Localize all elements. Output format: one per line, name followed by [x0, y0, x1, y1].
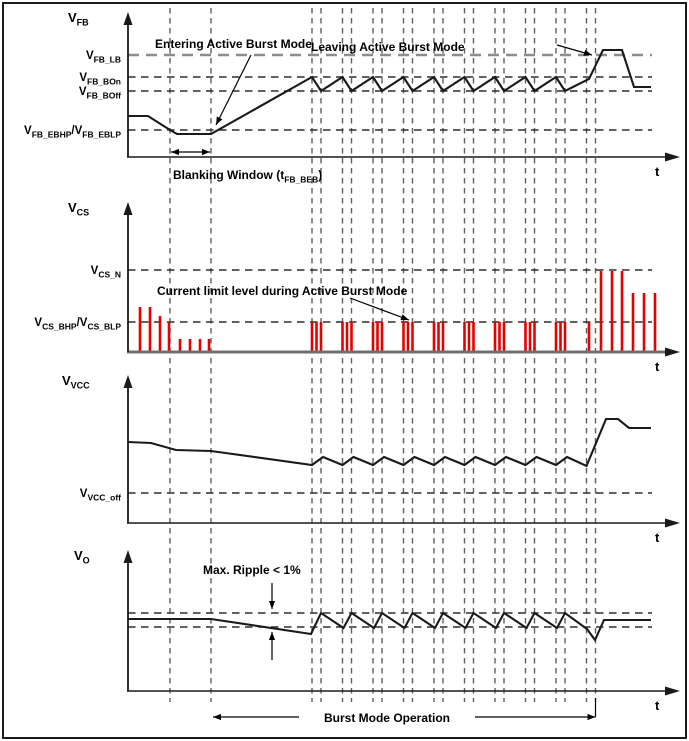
vfb-lb-level-label: $V_{FB\_LB}$ — [85, 50, 121, 65]
vcs-t-label: t — [655, 359, 660, 374]
vvcc-off-level-label: $V_{VCC\_off}$ — [79, 488, 121, 503]
annotation-max-ripple: Max. Ripple < 1% — [203, 563, 301, 577]
vfb-ebhp-eblp-level-label: $V_{FB\_EBHP}/V_{FB\_EBLP}$ — [24, 125, 121, 140]
annotation-current-limit: Current limit level during Active Burst Mode — [157, 284, 408, 298]
annotation-blanking-window: Blanking Window $(t_{FB\_BEB})$ — [173, 168, 323, 185]
vvcc-axis-label: $V_{VCC}$ — [62, 373, 90, 391]
vcs-axis-label: $V_{CS}$ — [68, 200, 90, 218]
vo-t-label: t — [655, 698, 660, 713]
annotation-leaving-burst: Leaving Active Burst Mode — [311, 40, 465, 54]
vfb-boff-level-label: $V_{FB\_BOff}$ — [78, 86, 121, 101]
vcs-bhp-blp-level-label: $V_{CS\_BHP}/V_{CS\_BLP}$ — [34, 317, 121, 332]
vvcc-t-label: t — [655, 530, 660, 545]
vfb-axis-label: $V_{FB}$ — [68, 10, 89, 28]
vfb-t-label: t — [655, 164, 660, 179]
vcs-n-level-label: $V_{CS\_N}$ — [90, 265, 121, 280]
vo-axis-label: $V_O$ — [74, 548, 90, 566]
annotation-entering-burst: Entering Active Burst Mode — [155, 37, 312, 51]
annotation-burst-mode-operation: Burst Mode Operation — [323, 711, 451, 725]
vfb-bon-level-label: $V_{FB\_BOn}$ — [79, 72, 121, 87]
